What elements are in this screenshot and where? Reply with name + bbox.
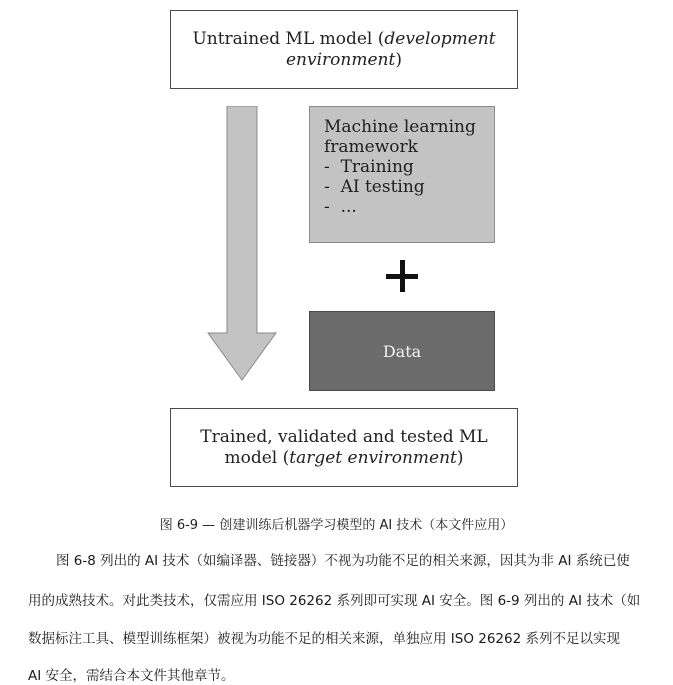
untrained-model-box <box>170 10 518 89</box>
data-box <box>309 311 495 391</box>
framework-title-line-1: Machine learning <box>324 117 476 137</box>
data-label: Data <box>382 341 422 361</box>
paragraph-line-3: 数据标注工具、模型训练框架）被视为功能不足的相关来源，单独应用 ISO 26262 系列不足以实现 <box>28 631 620 647</box>
paragraph-line-1: 图 6-8 列出的 AI 技术（如编译器、链接器）不视为功能不足的相关来源，因其为非 AI 系统已使 <box>56 553 630 569</box>
untrained-close: ) <box>395 49 402 70</box>
framework-item-more: - ... <box>324 197 494 217</box>
trained-model-box <box>170 408 518 487</box>
framework-title-line-2: framework <box>324 137 418 157</box>
trained-line-2-close: ) <box>456 447 464 468</box>
ml-framework-box <box>309 106 495 243</box>
down-arrow-icon <box>206 106 278 382</box>
trained-line-2-text: model ( <box>224 447 290 468</box>
untrained-italic-1: development <box>384 28 496 49</box>
untrained-italic-2: environment <box>286 49 396 70</box>
plus-icon <box>384 258 420 294</box>
paragraph-line-2: 用的成熟技术。对此类技术，仅需应用 ISO 26262 系列即可实现 AI 安全。图 6-9 列出的 AI 技术（如 <box>28 593 641 609</box>
untrained-text: Untrained ML model ( <box>192 28 385 49</box>
untrained-line-1 <box>192 29 495 50</box>
trained-line-2 <box>200 448 487 469</box>
paragraph-line-4: AI 安全，需结合本文件其他章节。 <box>28 668 235 684</box>
framework-item-ai-testing: - AI testing <box>324 177 494 197</box>
trained-line-2-italic: target environment <box>289 447 457 468</box>
trained-line-1: Trained, validated and tested ML <box>200 426 488 447</box>
figure-caption: 图 6-9 — 创建训练后机器学习模型的 AI 技术（本文件应用） <box>159 518 514 533</box>
framework-item-training: - Training <box>324 157 494 177</box>
untrained-line-2 <box>192 50 495 71</box>
